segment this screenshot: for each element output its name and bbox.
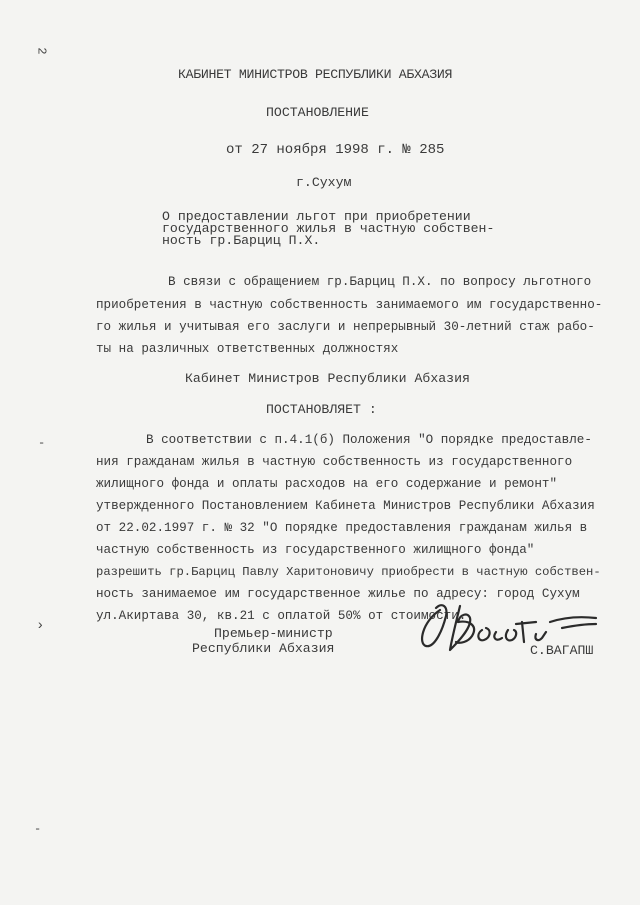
- body-line-2: ния гражданам жилья в частную собственность из государственного: [96, 455, 573, 469]
- subject-line-2: государственного жилья в частную собствен-: [162, 221, 495, 236]
- document-city: г.Сухум: [296, 175, 352, 190]
- subject-line-1: О предоставлении льгот при приобретении: [162, 209, 471, 224]
- signatory-name: С.ВАГАПШ: [530, 643, 594, 658]
- margin-arrow-mark: ›: [36, 618, 45, 634]
- subject-line-3: ность гр.Барциц П.Х.: [162, 233, 321, 248]
- preamble-line-1: В связи с обращением гр.Барциц П.Х. по вопросу льготного: [168, 275, 592, 289]
- body-line-1: В соответствии с п.4.1(б) Положения "О порядке предоставле-: [146, 433, 592, 447]
- body-line-9: ул.Акиртава 30, кв.21 с оплатой 50% от стоимости.: [96, 609, 467, 623]
- cabinet-heading: КАБИНЕТ МИНИСТРОВ РЕСПУБЛИКИ АБХАЗИЯ: [178, 67, 453, 82]
- issuer: Кабинет Министров Республики Абхазия: [185, 371, 470, 386]
- document-date: от 27 ноября 1998 г. № 285: [226, 142, 445, 158]
- preamble-line-3: го жилья и учитывая его заслуги и непрерывный 30-летний стаж рабо-: [96, 320, 595, 334]
- body-line-4: утвержденного Постановлением Кабинета Министров Республики Абхазия: [96, 499, 595, 513]
- preamble-line-2: приобретения в частную собственность занимаемого им государственно-: [96, 298, 603, 312]
- preamble-line-4: ты на различных ответственных должностях: [96, 342, 399, 356]
- body-line-6: частную собственность из государственного жилищного фонда": [96, 543, 535, 557]
- body-line-7: разрешить гр.Барциц Павлу Харитоновичу приобрести в частную собствен-: [96, 565, 601, 579]
- margin-tick-mark: -: [38, 436, 46, 450]
- signatory-title-2: Республики Абхазия: [192, 641, 335, 656]
- body-line-5: от 22.02.1997 г. № 32 "О порядке предоставления гражданам жилья в: [96, 521, 588, 535]
- body-line-3: жилищного фонда и оплаты расходов на его содержание и ремонт": [96, 477, 558, 491]
- document-type: ПОСТАНОВЛЕНИЕ: [266, 105, 369, 120]
- handwritten-signature: [412, 592, 602, 662]
- margin-tick-mark-bottom: -: [34, 822, 42, 836]
- signatory-title-1: Премьер-министр: [214, 626, 333, 641]
- page-number-mark: 2: [34, 47, 49, 55]
- body-line-8: ность занимаемое им государственное жилье по адресу: город Сухум: [96, 587, 580, 601]
- decrees-heading: ПОСТАНОВЛЯЕТ :: [266, 402, 377, 417]
